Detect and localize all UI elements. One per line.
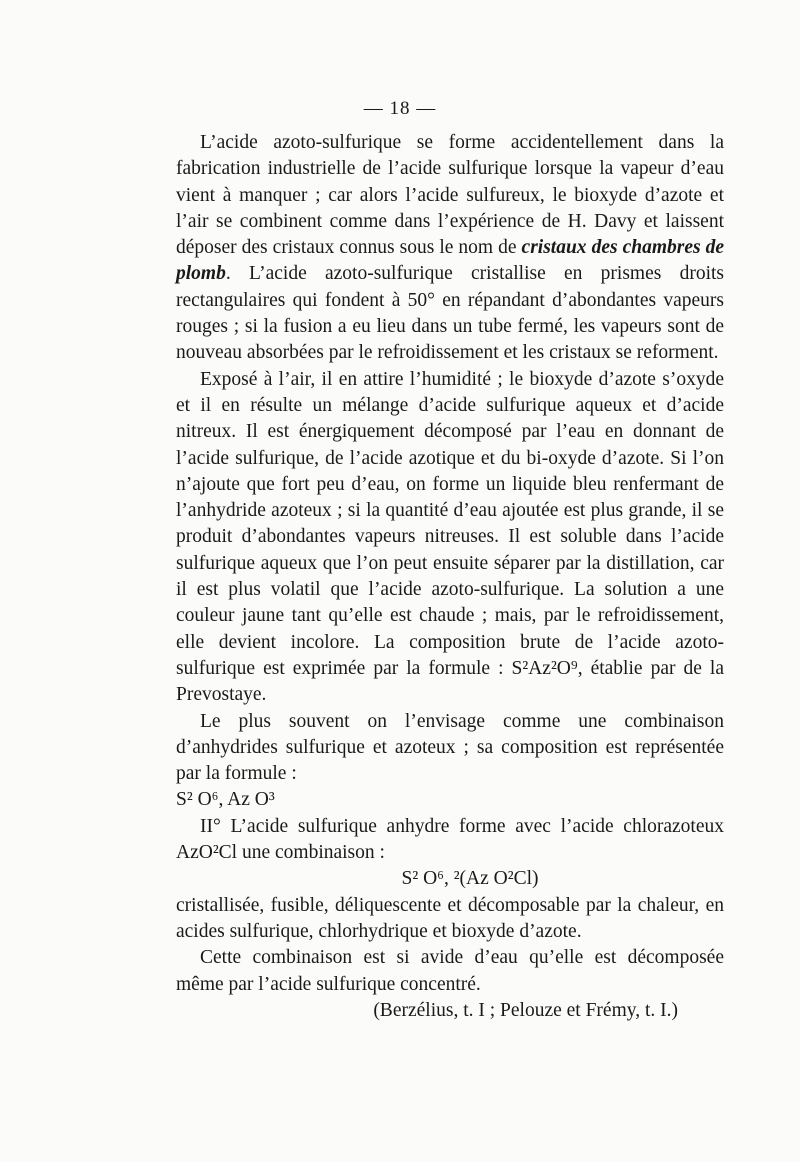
paragraph-1-emphasis: cristaux des chambres de plomb [176,237,724,285]
paragraph-3-formula: S² O⁶, Az O³ [176,789,275,811]
paragraph-2 [176,367,724,709]
paragraph-5: Cette combinaison est si avide d’eau qu’elle est décomposée même par l’acide sulfurique concentré. [176,947,724,995]
paragraph-3: Le plus souvent on l’envisage comme une combinaison d’anhydrides sulfurique et azoteux ; sa composition est représentée par la formule : [176,710,724,785]
paragraph-4-continuation: cristallisée, fusible, déliquescente et décomposable par la chaleur, en acides sulfurique, chlorhydrique et bioxyde d’azote. [176,894,724,942]
paragraph-2-text-b: , établie par de la Prevostaye. [176,657,724,706]
paragraph-4-formula: S² O⁶, ²(Az O²Cl) [401,868,539,890]
citation: (Berzélius, t. I ; Pelouze et Frémy, t. I.) [373,999,678,1021]
body-text [176,130,724,1024]
paragraph-2-text-a: Exposé à l’air, il en attire l’humidité ; le bioxyde d’azote s’oxyde et il en résulte un mélange d’acide sulfurique aqueux et d’acide nitreux. Il est énergiquement décomposé par l’eau en donnant de l’acide sulfurique, de l’acide azotique et du bi-oxyde d’azote. Si l’on n’ajoute que fort peu d’eau, on forme un liquide bleu renfermant de l’anhydride azoteux ; si la quantité d’eau ajoutée est plus grande, il se produit d’abondantes vapeurs nitreuses. Il est soluble dans l’acide sulfurique aqueux que l’on peut ensuite séparer par la distillation, car il est plus volatil que l’acide azoto-sulfurique. La solution a une couleur jaune tant qu’elle est chaude ; mais, par le refroidissement, elle devient incolore. La composition brute de l’acide azoto-sulfurique est exprimée par la formule : [176,368,724,679]
paragraph-1-text-b: . L’acide azoto-sulfurique cristallise en prismes droits rectangulaires qui fondent à 50° en répandant d’abondantes vapeurs rouges ; si la fusion a eu lieu dans un tube fermé, les vapeurs sont de nouveau absorbées par le refroidissement et les cristaux se reforment. [176,263,724,364]
page-number: — 18 — [363,98,437,119]
paragraph-1 [176,130,724,367]
paragraph-4: II° L’acide sulfurique anhydre forme avec l’acide chlorazoteux AzO²Cl une combinaison : [176,815,724,864]
paragraph-1-text-a: L’acide azoto-sulfurique se forme accidentellement dans la fabrication industrielle de l’acide sulfurique lorsque la vapeur d’eau vient à manquer ; car alors l’acide sulfureux, le bioxyde d’azote et l’air se combinent comme dans l’expérience de H. Davy et laissent déposer des cristaux connus sous le nom de [176,132,724,259]
paragraph-2-formula: S²Az²O⁹ [511,657,578,679]
